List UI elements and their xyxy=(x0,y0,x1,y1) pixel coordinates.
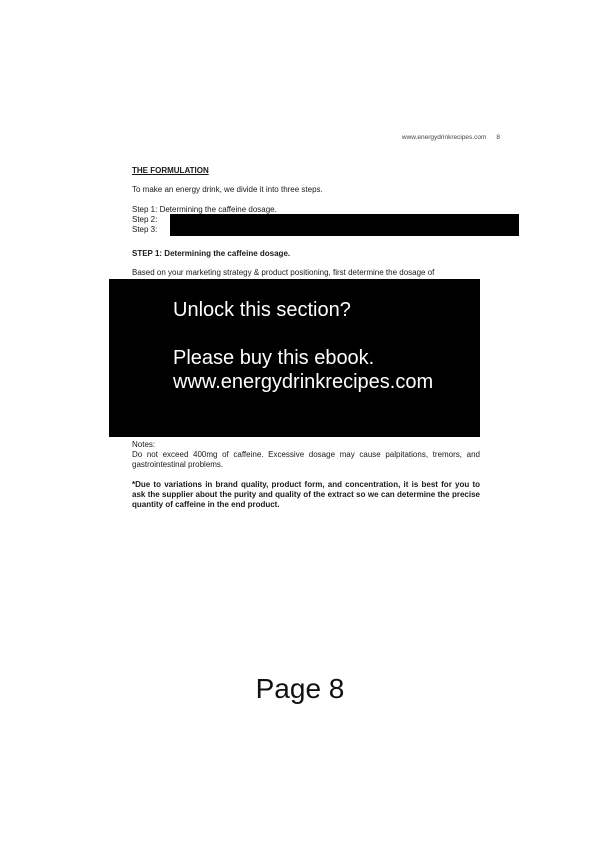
notes-disclaimer: *Due to variations in brand quality, product form, and concentration, it is best for you to ask the supplier about the purity and quality of the extract so we can determine the precise quantity of caffeine in the end product. xyxy=(132,480,480,509)
header-page-number: 8 xyxy=(496,134,500,141)
unlock-section-overlay[interactable] xyxy=(109,279,480,437)
section-title: THE FORMULATION xyxy=(132,166,209,175)
page-label: Page 8 xyxy=(255,673,345,704)
notes-text: Do not exceed 400mg of caffeine. Excessive dosage may cause palpitations, tremors, and gastrointestinal problems. xyxy=(132,450,480,469)
header-site-url: www.energydrinkrecipes.com xyxy=(401,134,487,141)
steps-redaction-bar xyxy=(170,214,519,236)
unlock-title: Unlock this section? xyxy=(173,299,351,321)
notes-section xyxy=(132,440,480,510)
unlock-buy-message: Please buy this ebook. xyxy=(173,347,375,369)
step-item-3: Step 3: xyxy=(132,225,158,234)
step-item-2: Step 2: xyxy=(132,215,158,224)
notes-label: Notes: xyxy=(132,440,156,449)
step-item-1: Step 1: Determining the caffeine dosage. xyxy=(132,205,277,214)
unlock-site-url[interactable]: www.energydrinkrecipes.com xyxy=(173,371,434,393)
running-header xyxy=(340,134,500,141)
step1-heading: STEP 1: Determining the caffeine dosage. xyxy=(132,249,291,258)
step1-paragraph: Based on your marketing strategy & product positioning, first determine the dosage of xyxy=(132,268,435,277)
intro-paragraph: To make an energy drink, we divide it into three steps. xyxy=(132,185,323,194)
